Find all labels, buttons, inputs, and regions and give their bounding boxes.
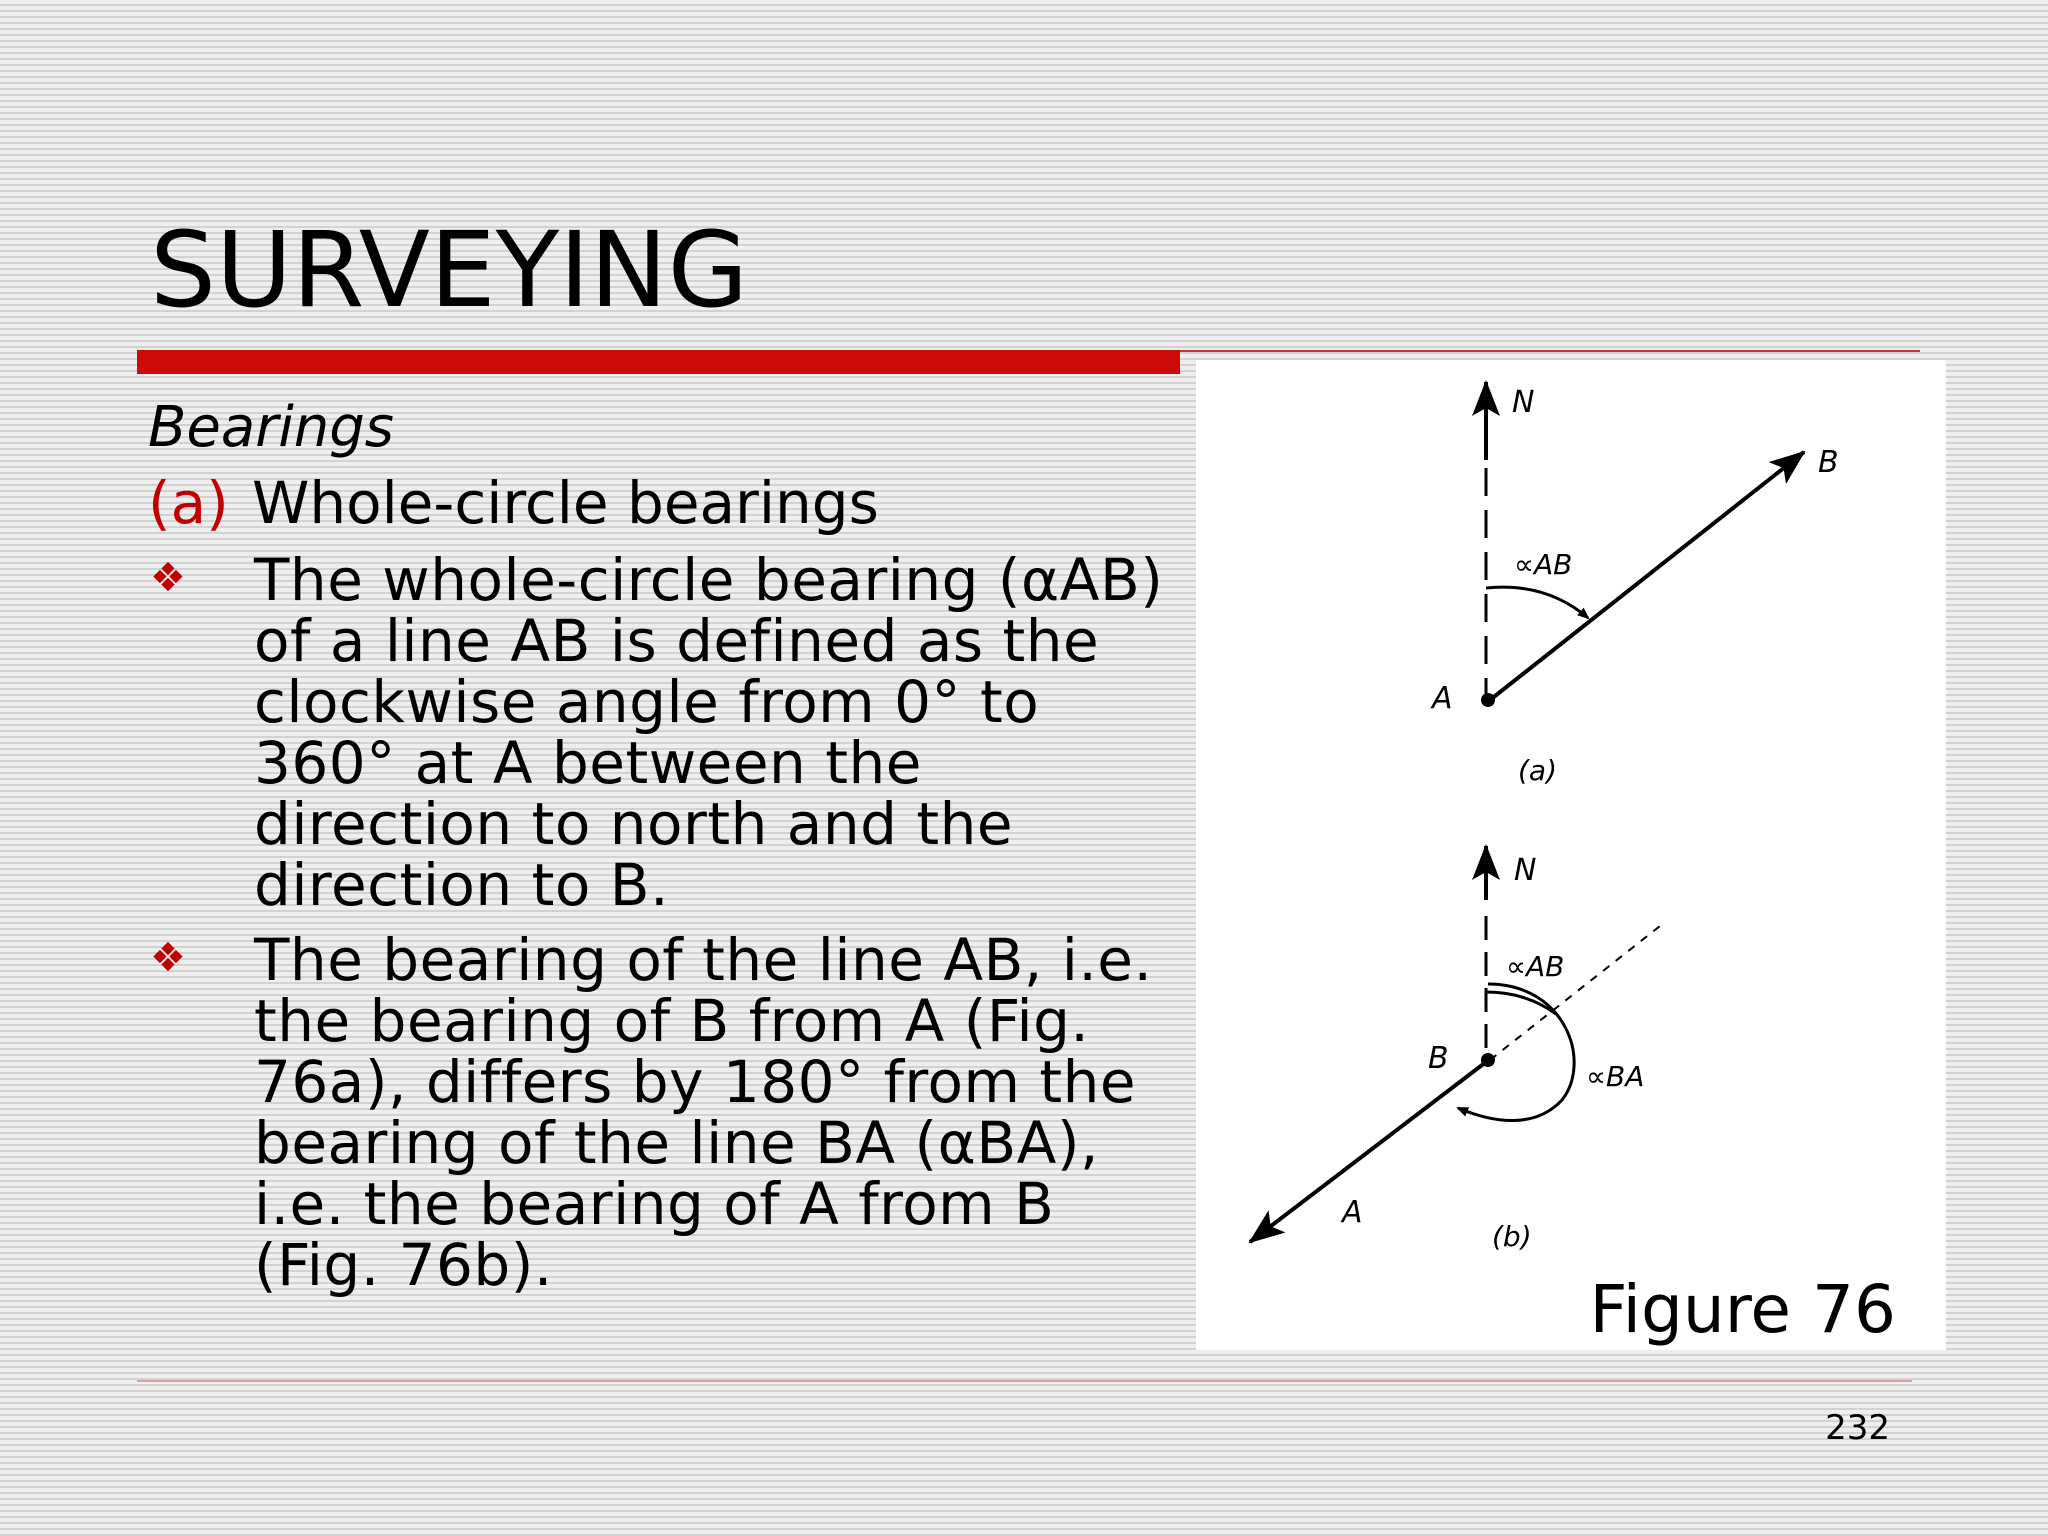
subtitle: Bearings	[148, 395, 394, 460]
slide-title: SURVEYING	[150, 209, 749, 331]
panel-b-diagram	[1250, 846, 1660, 1253]
line-ba-b	[1250, 1062, 1486, 1242]
panel-label-b: (b)	[1492, 1220, 1532, 1253]
angle-ba-label-b: ∝BA	[1586, 1060, 1645, 1093]
point-b-label-b: B	[1428, 1041, 1449, 1076]
figure-caption: Figure 76	[1589, 1271, 1896, 1348]
angle-arc-a	[1486, 587, 1588, 618]
extension-dashed-line-b	[1490, 926, 1660, 1060]
figure-76	[1196, 360, 1946, 1350]
point-b-dot	[1481, 1053, 1495, 1067]
title-underline-bar	[137, 350, 1180, 374]
bullet-item	[148, 926, 1178, 1299]
title-rule-line	[1180, 350, 1920, 352]
footer-rule-line	[137, 1380, 1912, 1382]
bullet-text: The whole-circle bearing (αAB) of a line AB is defined as the clockwise angle from 0° to 360° at A between the direction to north and the direction to B.	[254, 546, 1164, 919]
point-a-dot	[1481, 693, 1495, 707]
page-number: 232	[1825, 1408, 1890, 1448]
panel-label-a: (a)	[1518, 754, 1558, 787]
bullet-item	[148, 546, 1178, 919]
panel-a-diagram	[1430, 382, 1839, 787]
diamond-bullet-icon: ❖	[150, 555, 186, 601]
angle-label-a: ∝AB	[1514, 548, 1573, 581]
angle-ab-label-b: ∝AB	[1506, 950, 1565, 983]
bearing-diagrams	[1196, 360, 1946, 1350]
section-number: (a)	[148, 469, 229, 537]
diamond-bullet-icon: ❖	[150, 935, 186, 981]
section-title: Whole-circle bearings	[252, 469, 879, 537]
section-heading	[148, 466, 1178, 540]
north-label-b: N	[1514, 853, 1537, 888]
bullet-text: The bearing of the line AB, i.e. the bearing of B from A (Fig. 76a), differs by 180° from the bearing of the line BA (αBA), i.e. the bearing of A from B (Fig. 76b).	[254, 926, 1153, 1299]
north-label-a: N	[1512, 385, 1535, 420]
angle-arc-ba-b	[1458, 984, 1574, 1121]
point-a-label-a: A	[1432, 681, 1453, 716]
point-b-label-a: B	[1818, 445, 1839, 480]
point-a-label-b: A	[1342, 1195, 1363, 1230]
slide-body	[148, 392, 1178, 1299]
